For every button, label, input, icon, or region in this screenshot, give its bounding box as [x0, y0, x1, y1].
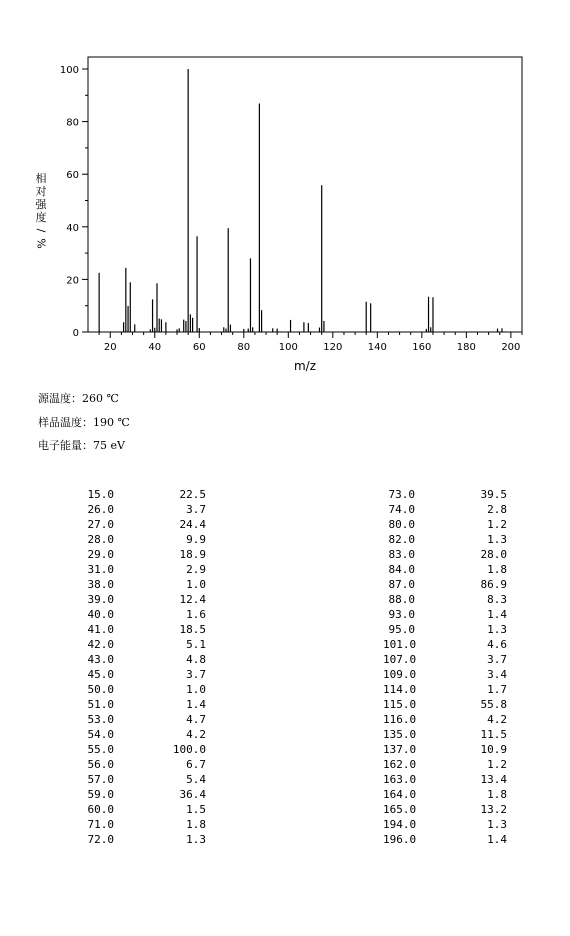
abundance-value: 3.4	[487, 668, 507, 681]
abundance-value: 2.9	[186, 563, 206, 576]
mz-value: 38.0	[87, 578, 114, 591]
abundance-value: 8.3	[487, 593, 507, 606]
table-row	[383, 532, 513, 547]
y-tick-label: 60	[66, 170, 79, 182]
sample-temperature-label: 样品温度：	[38, 416, 93, 429]
table-row	[383, 787, 513, 802]
electron-energy-label: 电子能量：	[38, 439, 93, 452]
mz-value: 43.0	[87, 653, 114, 666]
x-tick-label: 20	[103, 342, 117, 353]
abundance-value: 36.4	[179, 788, 206, 801]
table-row	[383, 547, 513, 562]
mz-value: 137.0	[383, 743, 417, 756]
mz-value: 50.0	[87, 683, 114, 696]
mz-value: 107.0	[383, 653, 417, 666]
table-row	[82, 532, 212, 547]
y-tick-label: 40	[66, 222, 79, 234]
x-tick-label: 40	[148, 342, 162, 353]
mz-value: 73.0	[388, 488, 415, 501]
source-temperature	[38, 390, 119, 406]
mz-value: 101.0	[383, 638, 417, 651]
table-row	[82, 517, 212, 532]
y-tick-label: 0	[72, 328, 79, 339]
table-row	[383, 667, 513, 682]
mz-value: 165.0	[383, 803, 417, 816]
abundance-value: 55.8	[480, 698, 507, 711]
table-row	[82, 727, 212, 742]
mz-value: 60.0	[87, 803, 114, 816]
table-row	[383, 802, 513, 817]
abundance-value: 1.3	[186, 833, 206, 846]
abundance-value: 1.2	[487, 518, 507, 531]
table-row	[383, 727, 513, 742]
abundance-value: 6.7	[186, 758, 206, 771]
table-row	[383, 502, 513, 517]
mz-value: 39.0	[87, 593, 114, 606]
mz-value: 82.0	[388, 533, 415, 546]
source-temperature-value: 260 ℃	[82, 392, 119, 405]
mz-value: 27.0	[87, 518, 114, 531]
table-row	[383, 742, 513, 757]
y-axis-title-glyph: 相	[35, 172, 47, 185]
abundance-value: 1.6	[186, 608, 206, 621]
abundance-value: 1.4	[487, 833, 507, 846]
table-row	[82, 757, 212, 772]
mz-value: 26.0	[87, 503, 114, 516]
mz-value: 196.0	[383, 833, 417, 846]
abundance-value: 2.8	[487, 503, 507, 516]
abundance-value: 4.8	[186, 653, 206, 666]
mz-value: 71.0	[87, 818, 114, 831]
mz-value: 53.0	[87, 713, 114, 726]
table-row	[383, 607, 513, 622]
abundance-value: 3.7	[186, 668, 206, 681]
abundance-value: 1.7	[487, 683, 507, 696]
sample-temperature	[38, 414, 130, 430]
table-row	[82, 547, 212, 562]
x-tick-label: 200	[501, 342, 521, 353]
x-axis-ticks	[104, 332, 521, 353]
table-row	[82, 787, 212, 802]
mz-value: 84.0	[388, 563, 415, 576]
table-row	[383, 562, 513, 577]
mz-value: 74.0	[388, 503, 415, 516]
table-row	[383, 487, 513, 502]
table-row	[383, 817, 513, 832]
abundance-value: 4.7	[186, 713, 206, 726]
abundance-value: 1.4	[487, 608, 507, 621]
abundance-value: 1.0	[186, 683, 206, 696]
y-axis-title-text	[34, 172, 48, 250]
mz-value: 93.0	[388, 608, 415, 621]
mz-value: 29.0	[87, 548, 114, 561]
y-tick-label: 100	[59, 65, 79, 76]
mz-value: 72.0	[87, 833, 114, 846]
mz-value: 87.0	[388, 578, 415, 591]
x-tick-label: 60	[192, 342, 206, 353]
mz-value: 163.0	[383, 773, 417, 786]
table-row	[82, 667, 212, 682]
table-row	[383, 652, 513, 667]
abundance-value: 86.9	[480, 578, 507, 591]
mz-value: 164.0	[383, 788, 417, 801]
y-axis-title-glyph: %	[34, 238, 48, 249]
table-row	[82, 562, 212, 577]
table-row	[383, 622, 513, 637]
mz-value: 55.0	[87, 743, 114, 756]
mz-value: 41.0	[87, 623, 114, 636]
mz-value: 135.0	[383, 728, 417, 741]
mz-value: 109.0	[383, 668, 417, 681]
x-tick-label: 80	[237, 342, 251, 353]
mz-value: 162.0	[383, 758, 417, 771]
table-row	[82, 697, 212, 712]
y-tick-label: 20	[66, 275, 79, 287]
table-row	[82, 817, 212, 832]
plot-frame	[88, 57, 522, 332]
peak-table-left	[82, 487, 212, 847]
abundance-value: 1.3	[487, 533, 507, 546]
table-row	[383, 592, 513, 607]
table-row	[383, 757, 513, 772]
spectrum-bars	[99, 69, 502, 332]
abundance-value: 5.1	[186, 638, 206, 651]
y-axis-title-glyph: /	[34, 228, 48, 233]
abundance-value: 39.5	[480, 488, 507, 501]
table-row	[82, 682, 212, 697]
abundance-value: 18.9	[179, 548, 206, 561]
abundance-value: 28.0	[480, 548, 507, 561]
table-row	[82, 832, 212, 847]
mz-value: 59.0	[87, 788, 114, 801]
mz-value: 40.0	[87, 608, 114, 621]
table-row	[82, 592, 212, 607]
mass-spectrum-chart	[0, 0, 570, 380]
abundance-value: 13.4	[480, 773, 507, 786]
mz-value: 88.0	[388, 593, 415, 606]
abundance-value: 1.4	[186, 698, 206, 711]
abundance-value: 1.8	[186, 818, 206, 831]
abundance-value: 5.4	[186, 773, 206, 786]
table-row	[82, 637, 212, 652]
mz-value: 15.0	[87, 488, 114, 501]
abundance-value: 1.8	[487, 788, 507, 801]
mz-value: 83.0	[388, 548, 415, 561]
source-temperature-label: 源温度：	[38, 392, 82, 405]
table-row	[82, 502, 212, 517]
table-row	[82, 712, 212, 727]
abundance-value: 24.4	[179, 518, 206, 531]
abundance-value: 3.7	[186, 503, 206, 516]
abundance-value: 4.2	[186, 728, 206, 741]
table-row	[383, 577, 513, 592]
abundance-value: 100.0	[172, 743, 206, 756]
y-axis-ticks	[60, 65, 88, 339]
table-row	[82, 742, 212, 757]
mz-value: 194.0	[383, 818, 417, 831]
abundance-value: 4.6	[487, 638, 507, 651]
x-axis-title: m/z	[293, 359, 317, 373]
y-axis-title-glyph: 对	[35, 185, 47, 198]
abundance-value: 22.5	[179, 488, 206, 501]
table-row	[82, 577, 212, 592]
mz-value: 80.0	[388, 518, 415, 531]
table-row	[383, 712, 513, 727]
table-row	[383, 682, 513, 697]
abundance-value: 18.5	[179, 623, 206, 636]
table-row	[383, 637, 513, 652]
y-axis-title-glyph: 强	[35, 198, 47, 211]
abundance-value: 10.9	[480, 743, 507, 756]
abundance-value: 1.8	[487, 563, 507, 576]
abundance-value: 1.2	[487, 758, 507, 771]
mz-value: 57.0	[87, 773, 114, 786]
mz-value: 95.0	[388, 623, 415, 636]
abundance-value: 11.5	[480, 728, 507, 741]
y-tick-label: 80	[66, 117, 79, 129]
mz-value: 45.0	[87, 668, 114, 681]
table-row	[82, 607, 212, 622]
mz-value: 42.0	[87, 638, 114, 651]
x-tick-label: 180	[456, 342, 476, 353]
mz-value: 31.0	[87, 563, 114, 576]
table-row	[82, 772, 212, 787]
x-tick-label: 100	[278, 342, 298, 353]
peak-table-right	[383, 487, 513, 847]
mz-value: 51.0	[87, 698, 114, 711]
electron-energy	[38, 437, 125, 453]
abundance-value: 1.5	[186, 803, 206, 816]
abundance-value: 9.9	[186, 533, 206, 546]
mz-value: 116.0	[383, 713, 417, 726]
table-row	[82, 487, 212, 502]
table-row	[383, 772, 513, 787]
table-row	[383, 832, 513, 847]
table-row	[383, 517, 513, 532]
table-row	[82, 802, 212, 817]
mz-value: 115.0	[383, 698, 417, 711]
table-row	[82, 622, 212, 637]
abundance-value: 4.2	[487, 713, 507, 726]
electron-energy-value: 75 eV	[93, 439, 125, 452]
mz-value: 54.0	[87, 728, 114, 741]
abundance-value: 13.2	[480, 803, 507, 816]
x-tick-label: 120	[323, 342, 343, 353]
mz-value: 28.0	[87, 533, 114, 546]
x-tick-label: 160	[412, 342, 432, 353]
mz-value: 56.0	[87, 758, 114, 771]
abundance-value: 1.0	[186, 578, 206, 591]
abundance-value: 1.3	[487, 818, 507, 831]
sample-temperature-value: 190 ℃	[93, 416, 130, 429]
mz-value: 114.0	[383, 683, 417, 696]
abundance-value: 12.4	[179, 593, 206, 606]
abundance-value: 3.7	[487, 653, 507, 666]
table-row	[82, 652, 212, 667]
y-axis-title-glyph: 度	[35, 211, 47, 224]
abundance-value: 1.3	[487, 623, 507, 636]
x-tick-label: 140	[367, 342, 387, 353]
table-row	[383, 697, 513, 712]
